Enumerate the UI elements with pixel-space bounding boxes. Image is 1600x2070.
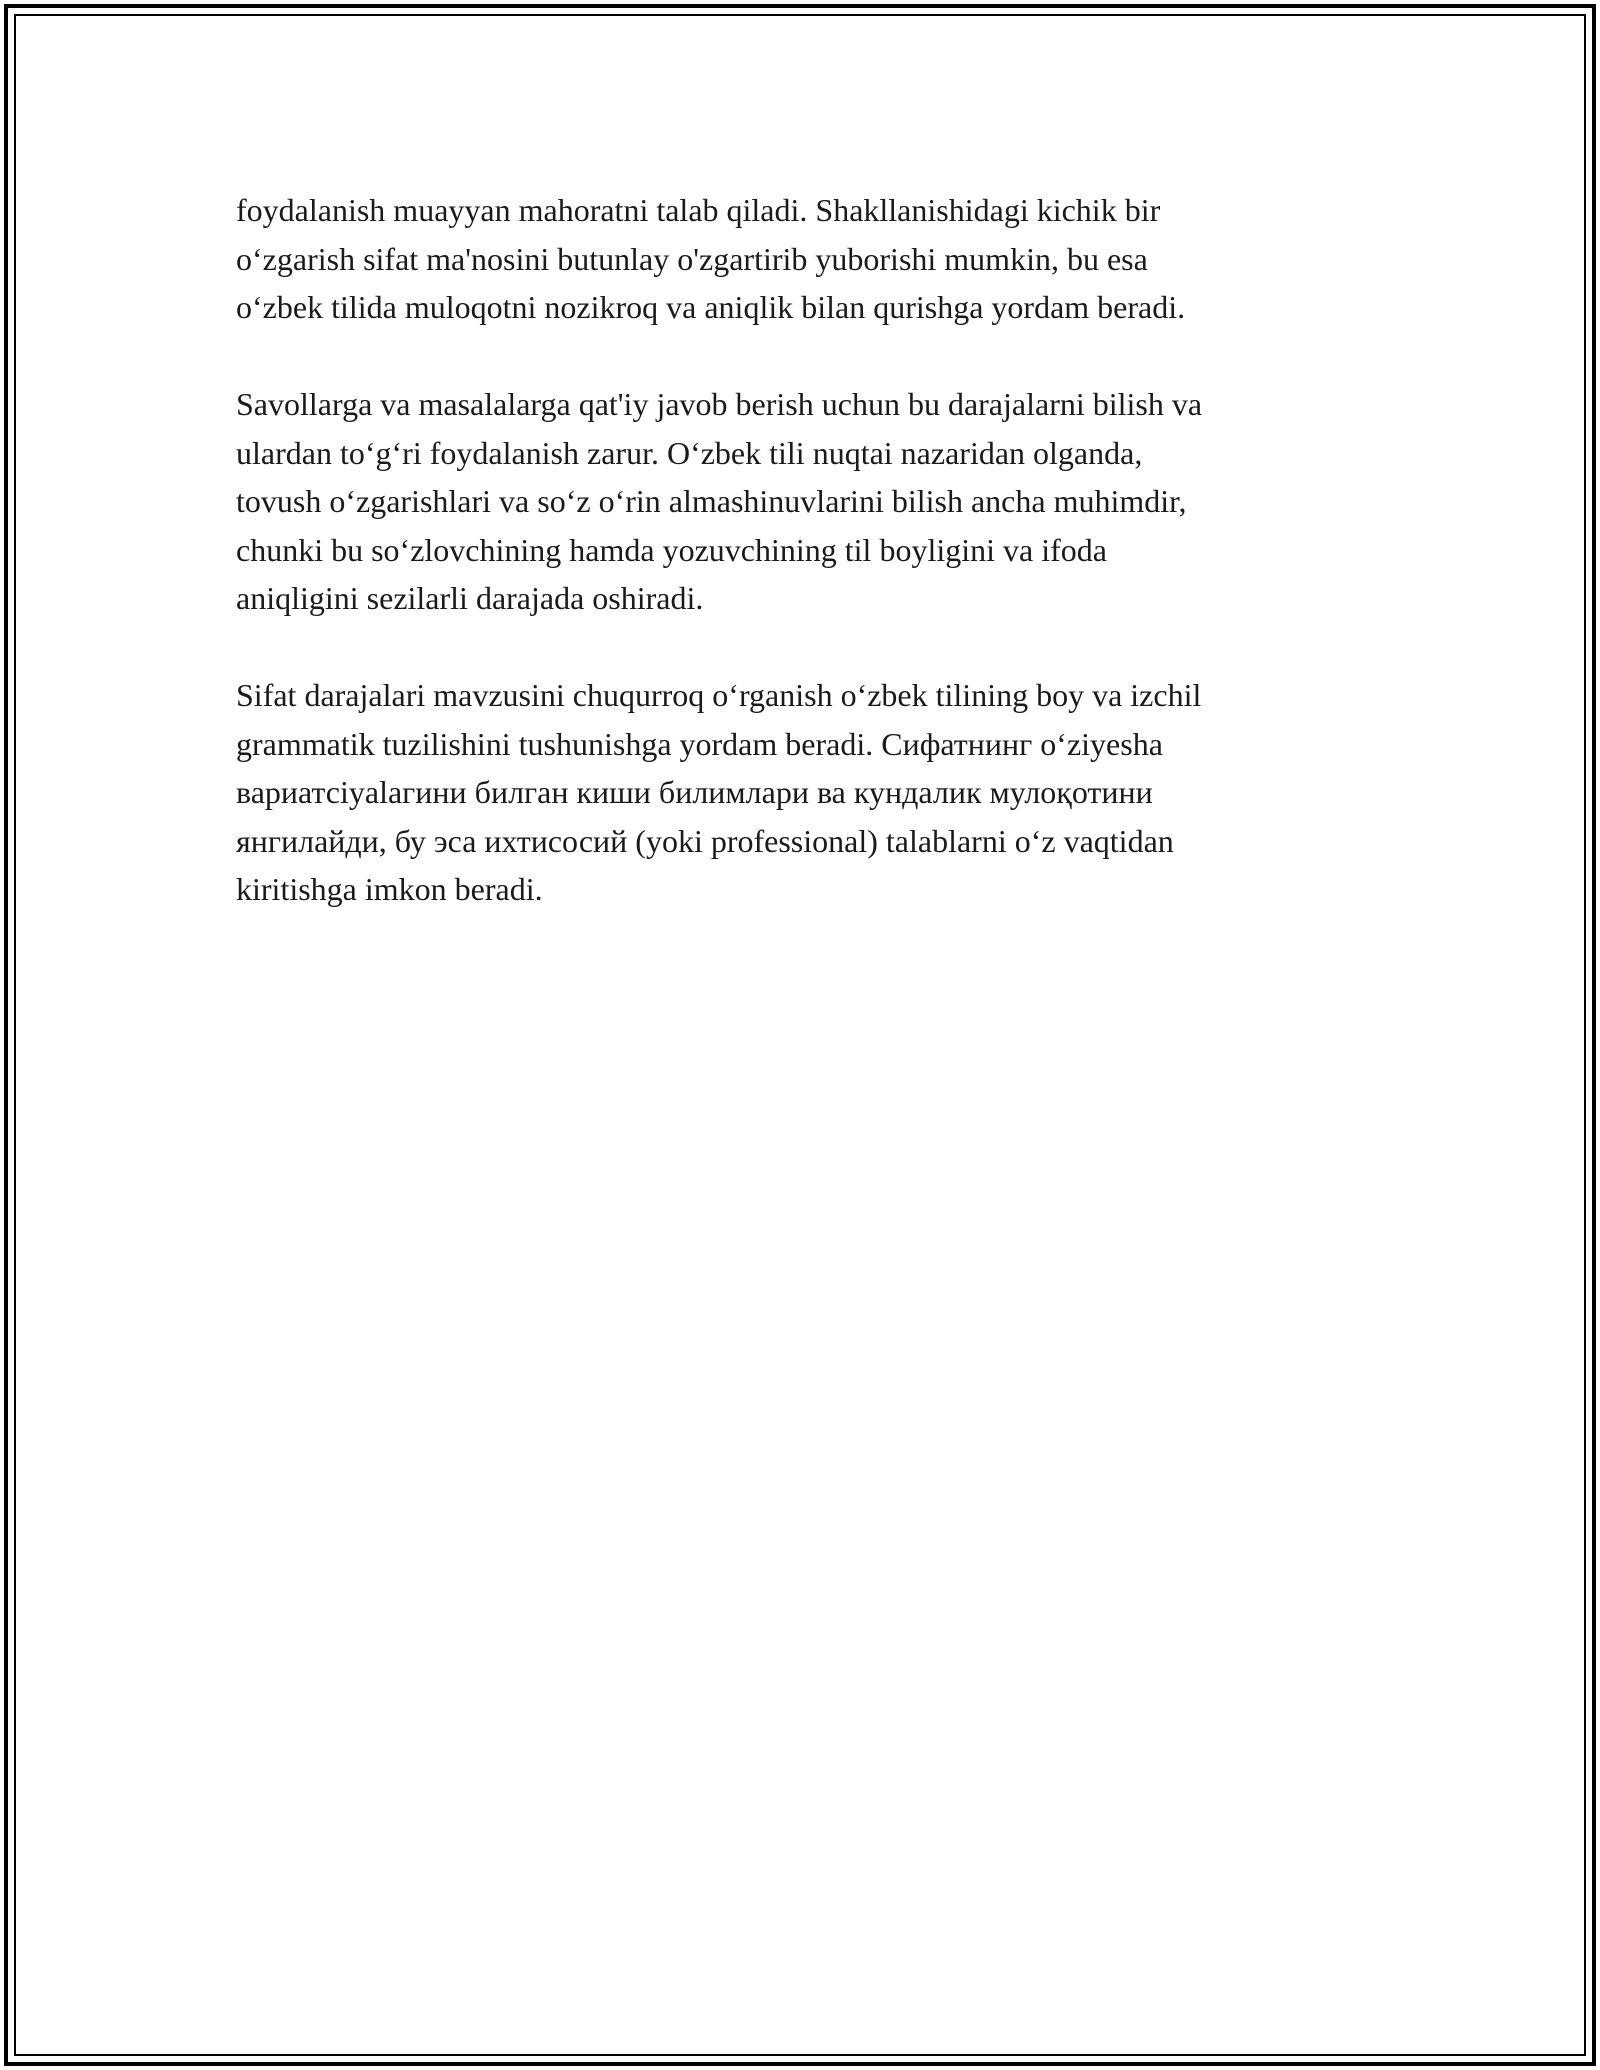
text-line: aniqligini sezilarli darajada oshiradi.: [236, 580, 704, 616]
text-line: foydalanish muayyan mahoratni talab qiladi. Shakllanishidagi kichik bir: [236, 192, 1161, 228]
text-line: ulardan to‘g‘ri foydalanish zarur. O‘zbek tili nuqtai nazaridan olganda,: [236, 434, 1143, 471]
text-line: grammatik tuzilishini tushunishga yordam beradi. Сифатнинг o‘ziyesha: [236, 725, 1163, 762]
paragraph-2: [236, 380, 1366, 623]
text-line: chunki bu so‘zlovchining hamda yozuvchining til boyligini va ifoda: [236, 531, 1107, 568]
text-line: янгилайди, бу эса ихтисосий (yoki professional) talablarni o‘z vaqtidan: [236, 822, 1174, 859]
text-line: o‘zgarish sifat ma'nosini butunlay o'zgartirib yuborishi mumkin, bu esa: [236, 240, 1148, 277]
text-line: tovush o‘zgarishlari va so‘z o‘rin almashinuvlarini bilish ancha muhimdir,: [236, 483, 1187, 519]
text-line: o‘zbek tilida muloqotni nozikroq va aniqlik bilan qurishga yordam beradi.: [236, 289, 1186, 325]
text-line: kiritishga imkon beradi.: [236, 871, 543, 907]
text-line: вариатсiyalaгини билган киши билимлари ва кундалик мулоқотини: [236, 774, 1153, 810]
text-line: Savollarga va masalalarga qat'iy javob berish uchun bu darajalarni bilish va: [236, 386, 1203, 422]
text-line: Sifat darajalari mavzusini chuqurroq o‘rganish o‘zbek tilining boy va izchil: [236, 677, 1202, 713]
paragraph-3: [236, 671, 1366, 914]
document-body: [236, 186, 1366, 962]
paragraph-1: [236, 186, 1366, 332]
